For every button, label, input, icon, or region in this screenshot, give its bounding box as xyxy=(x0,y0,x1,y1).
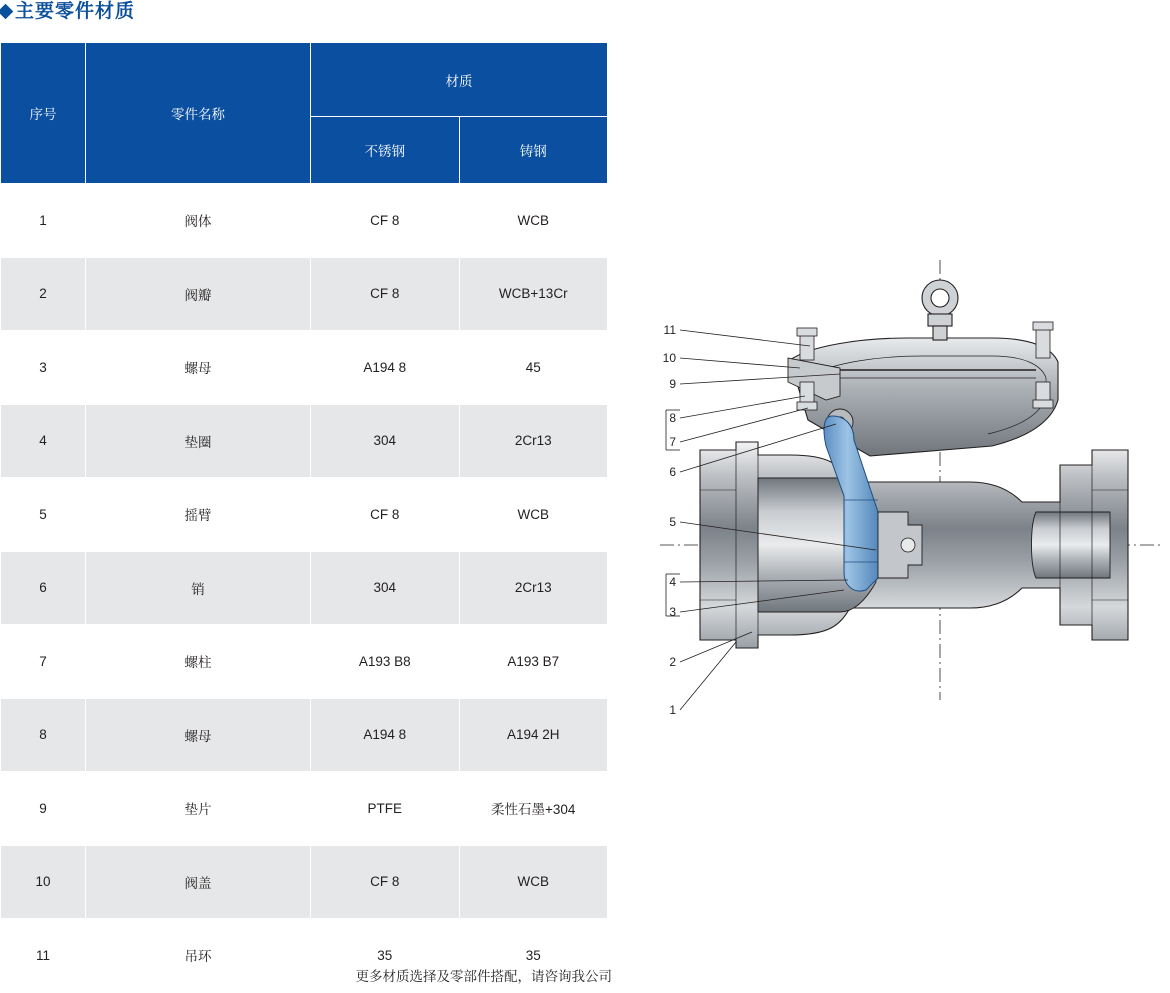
cell-name: 阀盖 xyxy=(86,845,311,919)
cell-name: 垫圈 xyxy=(86,404,311,478)
cell-name: 螺母 xyxy=(86,331,311,405)
cell-stainless: 35 xyxy=(311,919,460,993)
page-title-text: 主要零件材质 xyxy=(15,1,136,22)
table-row xyxy=(1,404,608,478)
cell-stainless: A193 B8 xyxy=(311,625,460,699)
page-title xyxy=(0,2,135,21)
header-material: 材质 xyxy=(311,43,608,117)
callout-7: 7 xyxy=(669,435,676,449)
cell-cast: 35 xyxy=(459,919,608,993)
cell-name: 销 xyxy=(86,551,311,625)
cell-name: 螺母 xyxy=(86,698,311,772)
header-material-cast: 铸钢 xyxy=(459,117,608,184)
cell-stainless: PTFE xyxy=(311,772,460,846)
cell-cast: WCB xyxy=(459,478,608,552)
cell-no: 7 xyxy=(1,625,86,699)
table-row xyxy=(1,184,608,258)
callout-1: 1 xyxy=(669,703,676,717)
table-row xyxy=(1,551,608,625)
cell-stainless: A194 8 xyxy=(311,698,460,772)
cell-no: 9 xyxy=(1,772,86,846)
cell-cast: 2Cr13 xyxy=(459,551,608,625)
cell-name: 垫片 xyxy=(86,772,311,846)
table-body xyxy=(1,184,608,993)
table-header xyxy=(1,43,608,184)
header-no: 序号 xyxy=(1,43,86,184)
cell-no: 4 xyxy=(1,404,86,478)
table-row xyxy=(1,625,608,699)
cell-no: 10 xyxy=(1,845,86,919)
header-part-name: 零件名称 xyxy=(86,43,311,184)
cell-name: 螺柱 xyxy=(86,625,311,699)
table-note: 更多材质选择及零部件搭配，请咨询我公司 xyxy=(355,969,612,984)
callout-11: 11 xyxy=(663,323,676,337)
cell-cast: A193 B7 xyxy=(459,625,608,699)
cell-no: 2 xyxy=(1,257,86,331)
cell-name: 吊环 xyxy=(86,919,311,993)
table-row xyxy=(1,772,608,846)
callout-4: 4 xyxy=(669,575,676,589)
cell-name: 阀瓣 xyxy=(86,257,311,331)
cell-no: 11 xyxy=(1,919,86,993)
cell-cast: 柔性石墨+304 xyxy=(459,772,608,846)
callout-3: 3 xyxy=(669,605,676,619)
cell-stainless: CF 8 xyxy=(311,184,460,258)
cell-no: 1 xyxy=(1,184,86,258)
table-row xyxy=(1,257,608,331)
cell-stainless: A194 8 xyxy=(311,331,460,405)
cell-cast: WCB xyxy=(459,184,608,258)
table-row xyxy=(1,478,608,552)
cell-cast: WCB xyxy=(459,845,608,919)
cell-cast: 2Cr13 xyxy=(459,404,608,478)
callout-2: 2 xyxy=(669,655,676,669)
cell-stainless: 304 xyxy=(311,551,460,625)
callout-10: 10 xyxy=(662,351,676,365)
cell-stainless: CF 8 xyxy=(311,845,460,919)
cell-stainless: CF 8 xyxy=(311,257,460,331)
table-row xyxy=(1,331,608,405)
cell-no: 5 xyxy=(1,478,86,552)
cell-cast: WCB+13Cr xyxy=(459,257,608,331)
material-table xyxy=(0,42,608,993)
cell-no: 3 xyxy=(1,331,86,405)
table-row xyxy=(1,698,608,772)
cell-cast: 45 xyxy=(459,331,608,405)
cell-stainless: CF 8 xyxy=(311,478,460,552)
callout-9: 9 xyxy=(669,377,676,391)
callout-6: 6 xyxy=(669,465,676,479)
cell-no: 8 xyxy=(1,698,86,772)
cell-cast: A194 2H xyxy=(459,698,608,772)
callout-8: 8 xyxy=(669,411,676,425)
diamond-bullet-icon xyxy=(0,4,13,20)
header-material-stainless: 不锈钢 xyxy=(311,117,460,184)
cell-name: 阀体 xyxy=(86,184,311,258)
cell-no: 6 xyxy=(1,551,86,625)
callout-5: 5 xyxy=(669,515,676,529)
valve-cross-section-drawing xyxy=(640,250,1170,750)
cell-name: 摇臂 xyxy=(86,478,311,552)
table-row xyxy=(1,845,608,919)
cell-stainless: 304 xyxy=(311,404,460,478)
